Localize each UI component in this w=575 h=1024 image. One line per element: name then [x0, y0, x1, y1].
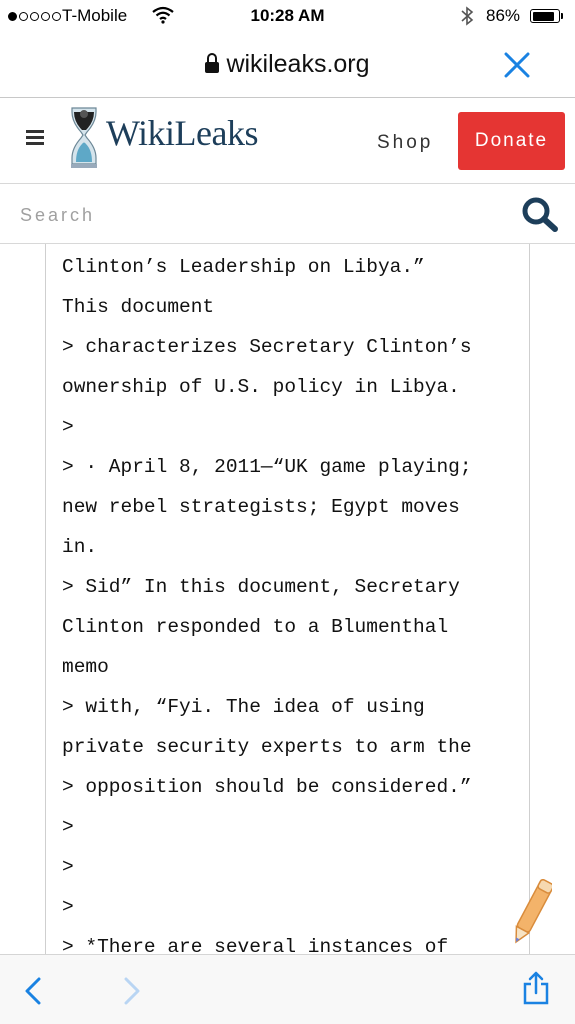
status-bar	[0, 0, 575, 32]
menu-icon[interactable]	[26, 130, 44, 144]
document-line: >	[62, 896, 74, 918]
share-icon[interactable]	[522, 971, 550, 1005]
url-text: wikileaks.org	[226, 50, 370, 78]
battery-icon	[530, 9, 560, 23]
chevron-right-icon[interactable]	[123, 977, 141, 1005]
carrier-name: T-Mobile	[62, 6, 128, 25]
document-line: > characterizes Secretary Clinton’s	[62, 336, 472, 358]
url-display[interactable]	[0, 50, 575, 79]
battery-percent: 86%	[486, 6, 521, 25]
shop-link[interactable]: Shop	[377, 132, 434, 153]
search-input[interactable]	[20, 198, 500, 232]
document-line: private security experts to arm the	[62, 736, 472, 758]
clock: 10:28 AM	[250, 6, 325, 25]
donate-button[interactable]: Donate	[458, 112, 565, 170]
document-line: new rebel strategists; Egypt moves	[62, 496, 460, 518]
document-line: >	[62, 856, 74, 878]
document-line: memo	[62, 656, 109, 678]
document-line: > with, “Fyi. The idea of using	[62, 696, 425, 718]
wikileaks-logo-text[interactable]: WikiLeaks	[106, 113, 258, 153]
document-line: ownership of U.S. policy in Libya.	[62, 376, 460, 398]
search-bar	[0, 184, 575, 244]
pencil-icon[interactable]	[512, 874, 552, 950]
hourglass-logo-icon[interactable]	[68, 102, 100, 170]
document-line: Clinton’s Leadership on Libya.”	[62, 256, 425, 278]
bluetooth-icon	[460, 6, 474, 26]
document-line: >	[62, 816, 74, 838]
document-line: > Sid” In this document, Secretary	[62, 576, 460, 598]
document-line: > *There are several instances of	[62, 936, 449, 954]
browser-toolbar	[0, 954, 575, 1024]
site-header	[0, 98, 575, 184]
document-line: > · April 8, 2011—“UK game playing;	[62, 456, 472, 478]
close-icon[interactable]	[504, 52, 530, 78]
browser-url-bar[interactable]	[0, 32, 575, 98]
document-line: >	[62, 416, 74, 438]
document-line: This document	[62, 296, 215, 318]
lock-icon	[205, 56, 219, 73]
document-line: in.	[62, 536, 98, 558]
document-content	[45, 244, 530, 954]
chevron-left-icon[interactable]	[24, 977, 42, 1005]
document-line: Clinton responded to a Blumenthal	[62, 616, 449, 638]
search-icon[interactable]	[519, 196, 561, 232]
document-line: > opposition should be considered.”	[62, 776, 472, 798]
